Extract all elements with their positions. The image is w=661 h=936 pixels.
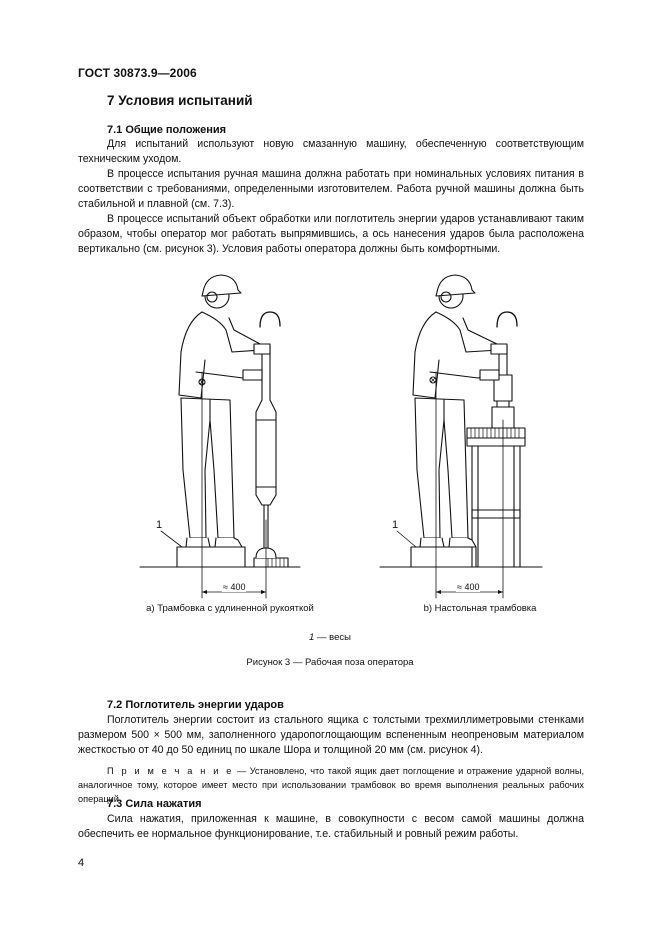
figure-a-caption: а) Трамбовка с удлиненной рукояткой <box>146 603 314 614</box>
figure-b-caption: b) Настольная трамбовка <box>423 603 537 614</box>
section-7-1-title: 7.1 Общие положения <box>107 124 227 136</box>
paragraph-7-1-2: В процессе испытания ручная машина должна работать при номинальных условиях питания в соответствии с требованиями, определенными изготовителем. Работа ручной машины должна быть стабильной и плавной (см. 7.3). <box>78 168 584 210</box>
figure-a-label-1: 1 <box>156 519 163 531</box>
legend-number: 1 <box>309 632 315 643</box>
figure-b-label-1: 1 <box>392 519 399 531</box>
paragraph-7-2-1: Поглотитель энергии состоит из стального ящика с толстыми трехмиллиметровыми стенками размером 500 × 500 мм, заполненного ударопоглощающим вспененным неопреновым материалом жесткостью от 40 до 50 единиц по шкале Шора и толщиной 20 мм (см. рисунок 4). <box>78 714 584 756</box>
document-header: ГОСТ 30873.9—2006 <box>78 66 197 80</box>
note-text: — Установлено, что такой ящик дает поглощение и отражение ударной волны, аналогичное тому, которое имеет место при использовании трамбовок во время выполнения реальных рабочих операций. <box>78 766 584 804</box>
figure-3-caption: Рисунок 3 — Рабочая поза оператора <box>246 657 414 668</box>
figure-a-dimension: ≈ 400 <box>223 582 246 592</box>
paragraph-7-1-1: Для испытаний используют новую смазанную машину, обеспеченную соответствующим техническим уходом. <box>78 138 584 165</box>
figure-a-drawing <box>140 275 300 598</box>
section-7-title: 7 Условия испытаний <box>107 93 253 108</box>
figure-legend <box>230 632 430 643</box>
legend-text: — весы <box>314 632 351 643</box>
note-label: П р и м е ч а н и е <box>107 766 234 776</box>
section-7-3-title: 7.3 Сила нажатия <box>107 798 202 810</box>
figure-b-dimension: ≈ 400 <box>457 582 480 592</box>
paragraph-7-1-3: В процессе испытаний объект обработки или поглотитель энергии ударов устанавливают таким образом, чтобы оператор мог работать выпрямившись, а ось нанесения ударов была расположена вертикально (см. рисунок 3). Условия работы оператора должны быть комфортными. <box>78 213 584 255</box>
figure-b-drawing <box>380 275 542 598</box>
section-7-2-title: 7.2 Поглотитель энергии ударов <box>107 699 284 711</box>
paragraph-7-3-1: Сила нажатия, приложенная к машине, в совокупности с весом самой машины должна обеспечить ее нормальное функционирование, т.е. стабильный и ровный режим работы. <box>78 813 584 840</box>
page-number: 4 <box>78 857 85 869</box>
